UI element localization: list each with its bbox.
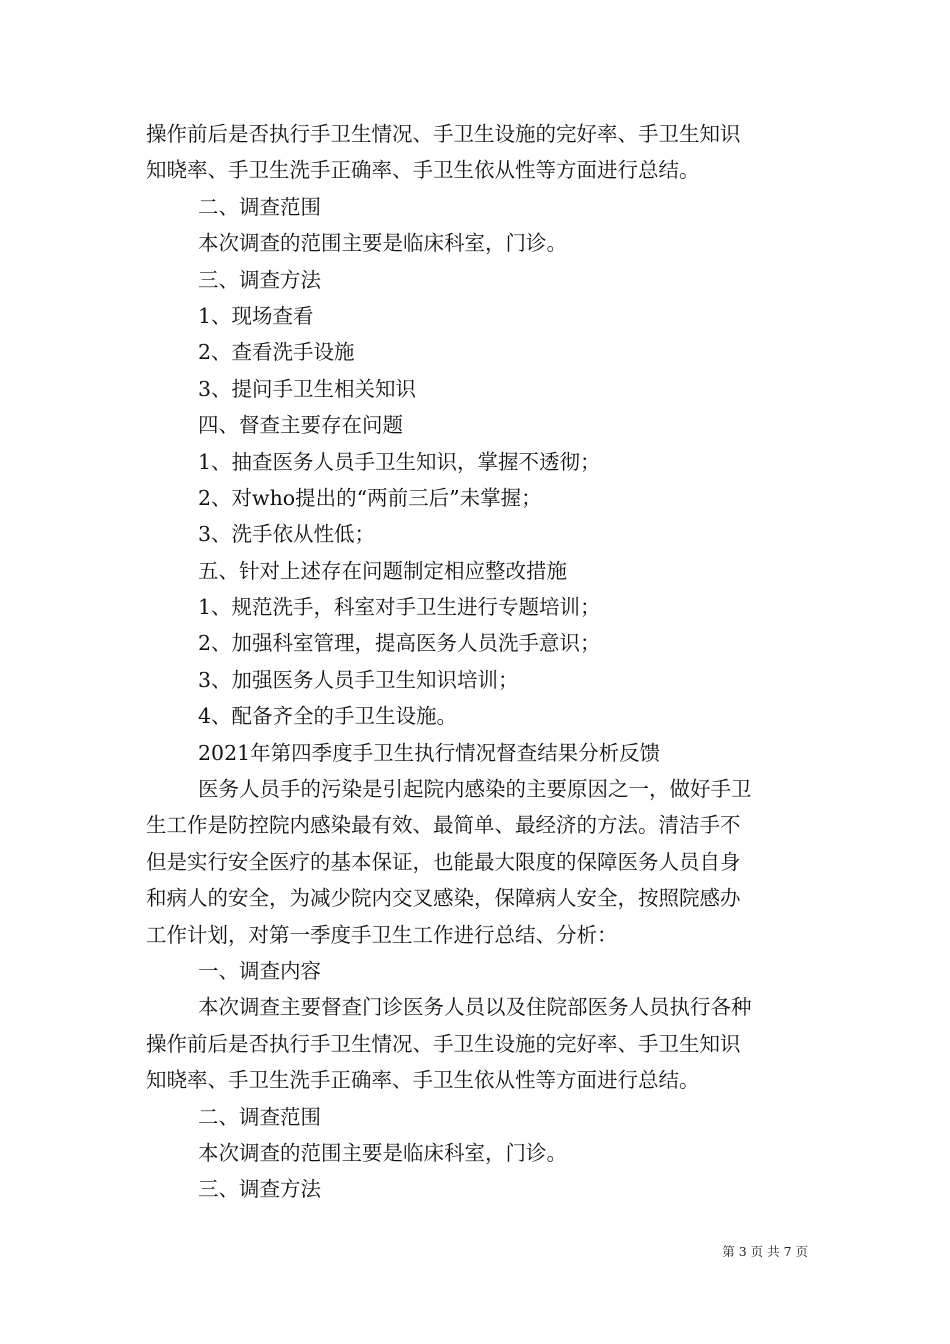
text-line: 3、洗手依从性低； bbox=[198, 522, 376, 547]
text-line: 4、配备齐全的手卫生设施。 bbox=[198, 704, 458, 729]
text-line: 2、查看洗手设施 bbox=[198, 340, 355, 365]
text-line: 五、针对上述存在问题制定相应整改措施 bbox=[198, 558, 567, 583]
text-line: 操作前后是否执行手卫生情况、手卫生设施的完好率、手卫生知识 bbox=[146, 122, 741, 146]
text-line: 工作计划，对第一季度手卫生工作进行总结、分析： bbox=[146, 922, 618, 947]
text-line: 2、对who提出的“两前三后”未掌握； bbox=[198, 485, 542, 510]
text-line: 2、加强科室管理，提高医务人员洗手意识； bbox=[198, 631, 601, 656]
text-line: 操作前后是否执行手卫生情况、手卫生设施的完好率、手卫生知识 bbox=[146, 1031, 741, 1056]
page-number-footer: 第 3 页 共 7 页 bbox=[722, 1244, 808, 1259]
text-line: 3、提问手卫生相关知识 bbox=[198, 376, 417, 401]
text-line: 生工作是防控院内感染最有效、最简单、最经济的方法。清洁手不 bbox=[146, 813, 741, 838]
text-line: 三、调查方法 bbox=[198, 1177, 321, 1202]
text-line: 2021年第四季度手卫生执行情况督查结果分析反馈 bbox=[198, 740, 661, 765]
text-line: 3、加强医务人员手卫生知识培训； bbox=[198, 667, 519, 692]
text-line: 一、调查内容 bbox=[198, 958, 321, 983]
text-line: 但是实行安全医疗的基本保证，也能最大限度的保障医务人员自身 bbox=[146, 849, 741, 874]
text-line: 本次调查的范围主要是临床科室，门诊。 bbox=[198, 1140, 567, 1165]
text-line: 三、调查方法 bbox=[198, 267, 321, 292]
text-line: 本次调查的范围主要是临床科室，门诊。 bbox=[198, 231, 567, 256]
text-line: 知晓率、手卫生洗手正确率、手卫生依从性等方面进行总结。 bbox=[146, 1068, 700, 1093]
text-line: 1、现场查看 bbox=[198, 303, 314, 328]
text-line: 二、调查范围 bbox=[198, 1104, 321, 1129]
text-line: 1、抽查医务人员手卫生知识，掌握不透彻； bbox=[198, 449, 601, 474]
text-line: 二、调查范围 bbox=[198, 194, 321, 219]
document-body bbox=[146, 116, 808, 1208]
text-line: 医务人员手的污染是引起院内感染的主要原因之一，做好手卫 bbox=[198, 777, 752, 802]
text-line: 1、规范洗手，科室对手卫生进行专题培训； bbox=[198, 595, 601, 620]
text-line: 本次调查主要督查门诊医务人员以及住院部医务人员执行各种 bbox=[198, 995, 752, 1020]
text-line: 四、督查主要存在问题 bbox=[198, 413, 403, 438]
text-line: 和病人的安全，为减少院内交叉感染，保障病人安全，按照院感办 bbox=[146, 886, 741, 911]
text-line: 知晓率、手卫生洗手正确率、手卫生依从性等方面进行总结。 bbox=[146, 158, 700, 183]
